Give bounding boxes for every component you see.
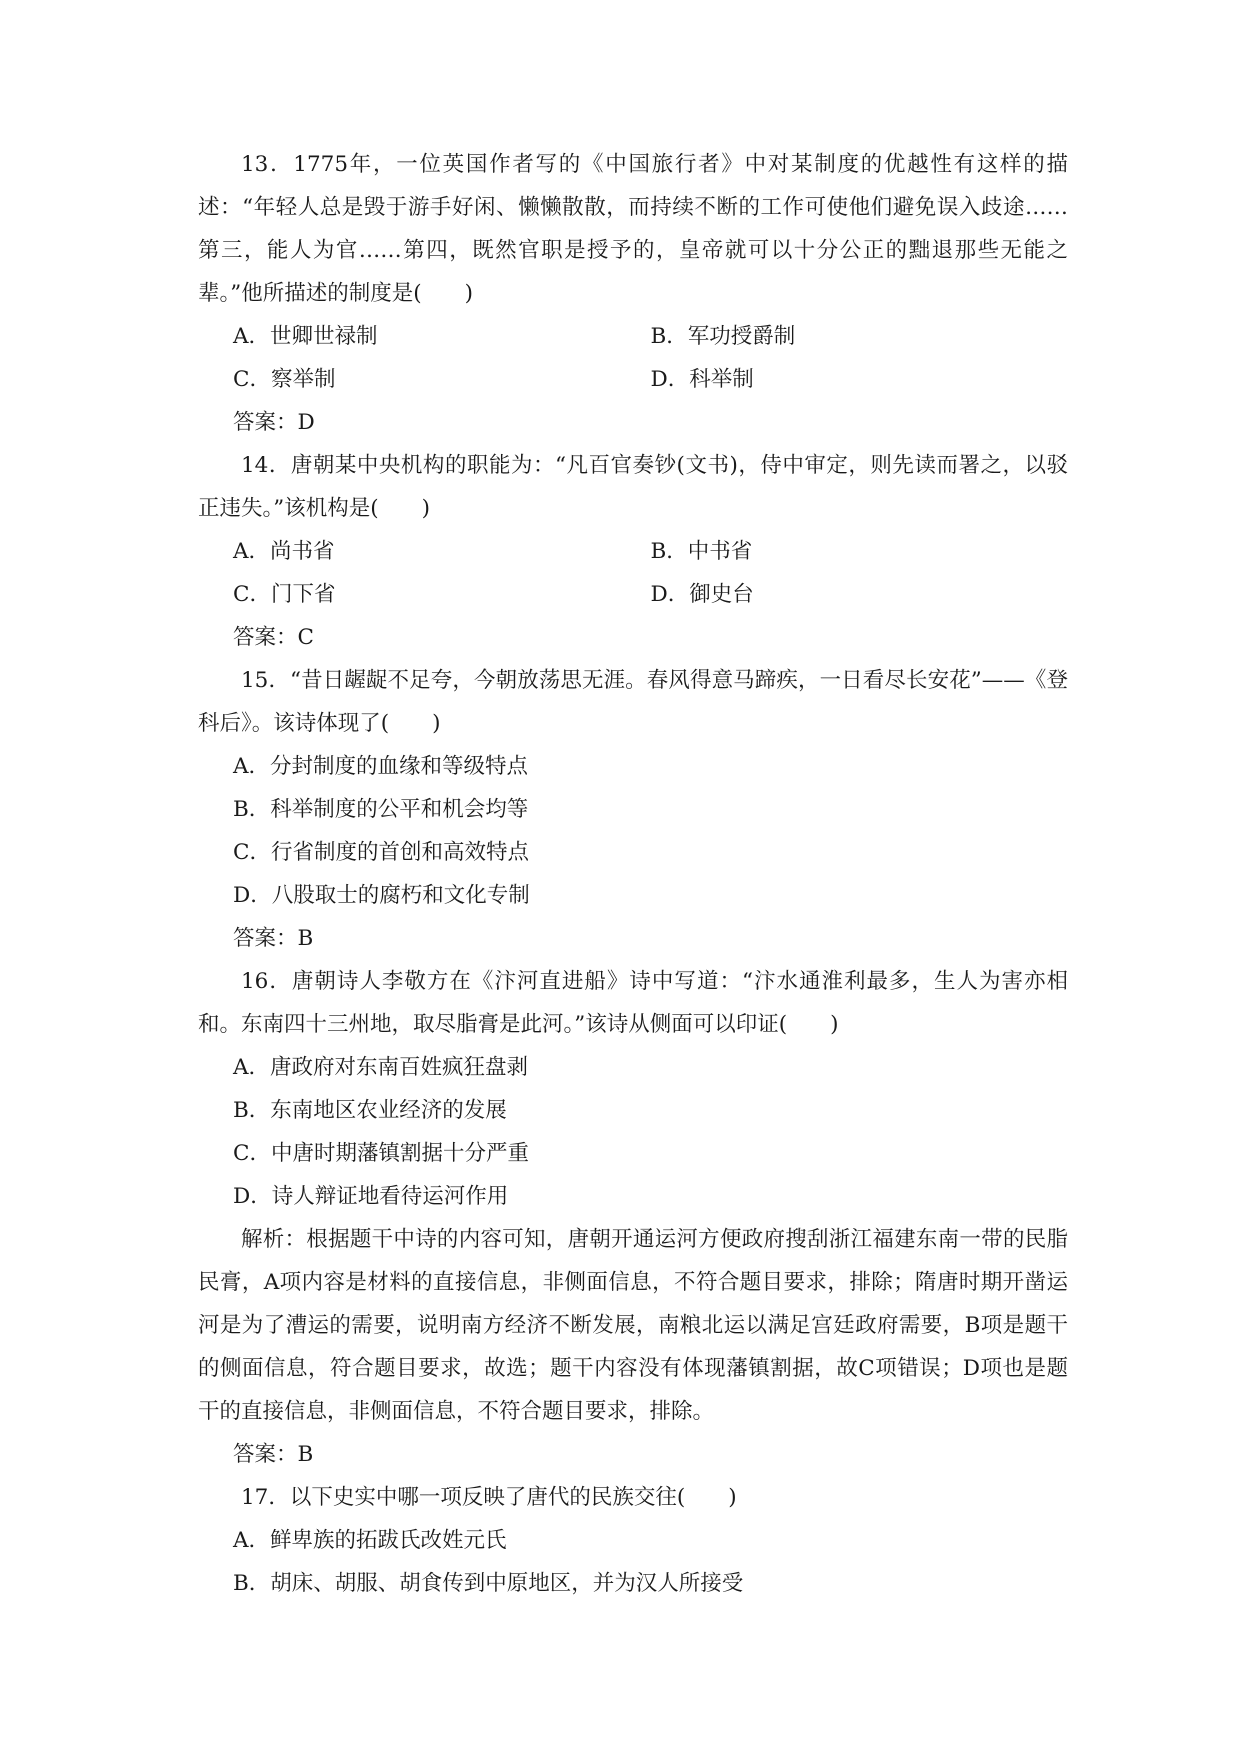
question-15-option-b: B．科举制度的公平和机会均等 bbox=[233, 797, 529, 822]
question-14-stem: 14．唐朝某中央机构的职能为：“凡百官奏钞(文书)，侍中审定，则先读而署之，以驳正违失。”该机构是( ) bbox=[198, 453, 1068, 521]
question-15-option-d: D．八股取士的腐朽和文化专制 bbox=[233, 883, 530, 908]
question-13-stem: 13．1775年，一位英国作者写的《中国旅行者》中对某制度的优越性有这样的描述：“年轻人总是毁于游手好闲、懒懒散散，而持续不断的工作可使他们避免误入歧途……第三，能人为官……第四，既然官职是授予的，皇帝就可以十分公正的黜退那些无能之辈。”他所描述的制度是( ) bbox=[198, 152, 1068, 306]
question-16-answer: 答案：B bbox=[233, 1442, 314, 1467]
question-15-answer: 答案：B bbox=[233, 926, 314, 951]
question-17-stem: 17．以下史实中哪一项反映了唐代的民族交往( ) bbox=[241, 1485, 737, 1510]
question-14-options-row-2 bbox=[198, 573, 1068, 616]
question-14-option-a: A．尚书省 bbox=[233, 539, 335, 564]
question-14-options-row-1 bbox=[198, 530, 1068, 573]
question-16-analysis: 解析：根据题干中诗的内容可知，唐朝开通运河方便政府搜刮浙江福建东南一带的民脂民膏，A项内容是材料的直接信息，非侧面信息，不符合题目要求，排除；隋唐时期开凿运河是为了漕运的需要，说明南方经济不断发展，南粮北运以满足宫廷政府需要，B项是题干的侧面信息，符合题目要求，故选；题干内容没有体现藩镇割据，故C项错误；D项也是题干的直接信息，非侧面信息，不符合题目要求，排除。 bbox=[198, 1227, 1068, 1424]
question-16-option-d: D．诗人辩证地看待运河作用 bbox=[233, 1184, 509, 1209]
question-17-option-b: B．胡床、胡服、胡食传到中原地区，并为汉人所接受 bbox=[233, 1571, 744, 1596]
question-14-option-d: D．御史台 bbox=[650, 582, 754, 607]
question-16-option-c: C．中唐时期藩镇割据十分严重 bbox=[233, 1141, 529, 1166]
question-15-option-a: A．分封制度的血缘和等级特点 bbox=[233, 754, 529, 779]
question-16-option-a: A．唐政府对东南百姓疯狂盘剥 bbox=[233, 1055, 529, 1080]
question-14-option-c: C．门下省 bbox=[233, 582, 336, 607]
question-16-stem: 16．唐朝诗人李敬方在《汴河直进船》诗中写道：“汴水通淮利最多，生人为害亦相和。东南四十三州地，取尽脂膏是此河。”该诗从侧面可以印证( ) bbox=[198, 969, 1068, 1037]
question-15-option-c: C．行省制度的首创和高效特点 bbox=[233, 840, 529, 865]
question-13-answer: 答案：D bbox=[233, 410, 315, 435]
question-17-option-a: A．鲜卑族的拓跋氏改姓元氏 bbox=[233, 1528, 507, 1553]
question-13-options-row-2 bbox=[198, 358, 1068, 401]
question-13-option-d: D．科举制 bbox=[650, 367, 754, 392]
question-13-option-b: B．军功授爵制 bbox=[650, 324, 796, 349]
page-content bbox=[198, 143, 1068, 1605]
question-15-stem: 15．“昔日龌龊不足夸，今朝放荡思无涯。春风得意马蹄疾，一日看尽长安花”——《登科后》。该诗体现了( ) bbox=[198, 668, 1068, 736]
question-13-option-a: A．世卿世禄制 bbox=[233, 324, 378, 349]
question-16-option-b: B．东南地区农业经济的发展 bbox=[233, 1098, 507, 1123]
question-13-options-row-1 bbox=[198, 315, 1068, 358]
question-13-option-c: C．察举制 bbox=[233, 367, 336, 392]
question-14-option-b: B．中书省 bbox=[650, 539, 753, 564]
question-14-answer: 答案：C bbox=[233, 625, 314, 650]
